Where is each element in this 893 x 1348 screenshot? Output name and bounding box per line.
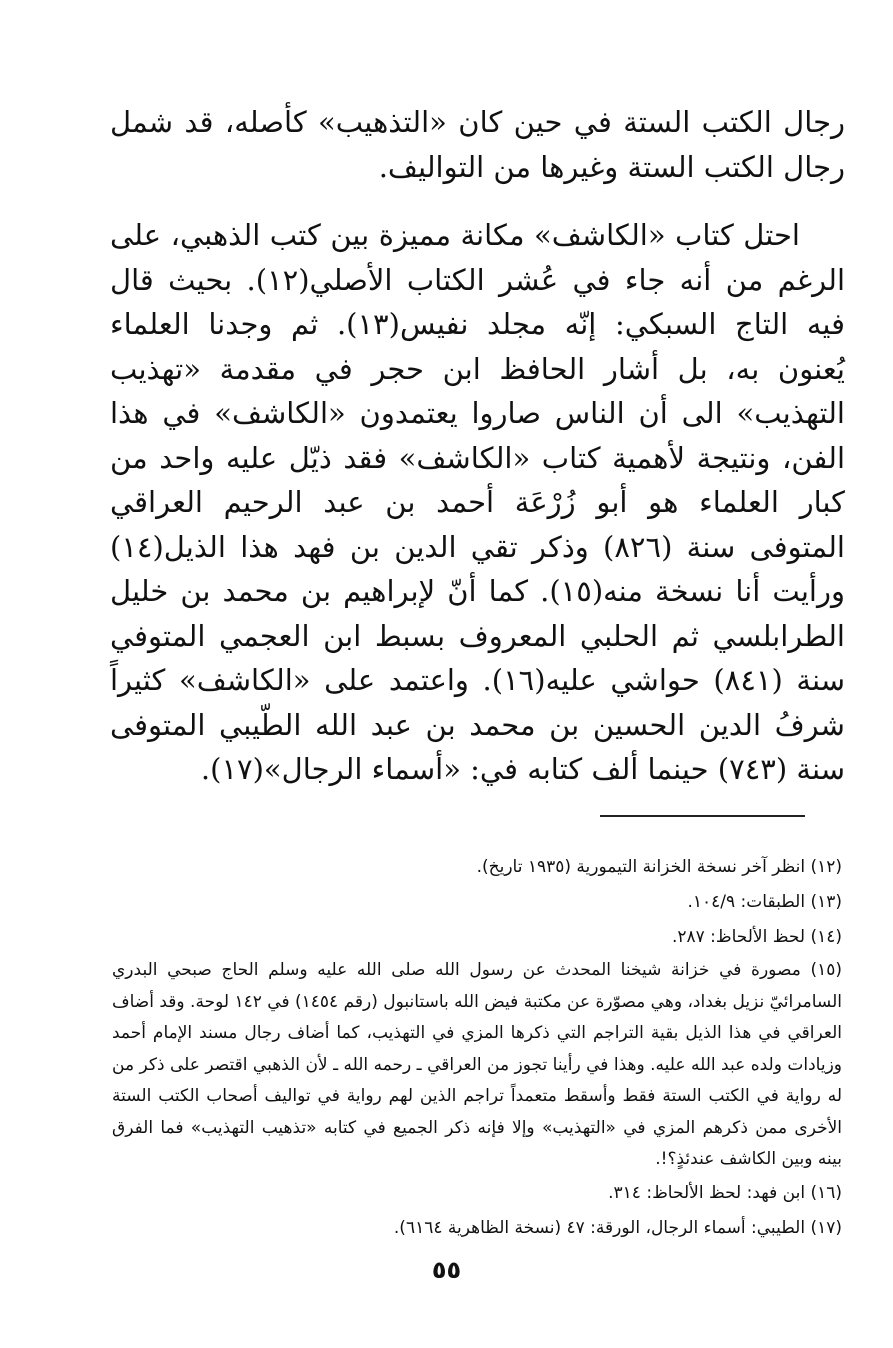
page-number: ٥٥ xyxy=(431,1256,462,1284)
footnote-12: (١٢) انظر آخر نسخة الخزانة التيمورية (١٩٣٥ تاريخ). xyxy=(476,857,842,877)
footnote-14: (١٤) لحظ الألحاظ: ٢٨٧. xyxy=(671,927,842,947)
footnote-16: (١٦) ابن فهد: لحظ الألحاظ: ٣١٤. xyxy=(608,1182,842,1203)
footnote-divider xyxy=(600,815,805,817)
footnotes xyxy=(112,850,842,1246)
paragraph-1: رجال الكتب الستة في حين كان «التذهيب» كأصله، قد شمل رجال الكتب الستة وغيرها من التواليف. xyxy=(110,105,845,184)
footnote-13: (١٣) الطبقات: ١٠٤/٩. xyxy=(687,892,842,912)
main-text xyxy=(110,100,845,792)
footnote-15: (١٥) مصورة في خزانة شيخنا المحدث عن رسول الله صلى الله عليه وسلم الحاج صبحي البدري السامرائيّ نزيل بغداد، وهي مصوّرة عن مكتبة فيض الله باستانبول (رقم ١٤٥٤) في ١٤٢ لوحة. وقد أضاف العراقي في هذا الذيل بقية التراجم التي ذكرها المزي في التهذيب، كما أضاف رجال مسند الإمام أحمد وزيادات ولده عبد الله عليه. وهذا في رأينا تجوز من العراقي ـ رحمه الله ـ لأن الذهبي اقتصر على ذكر من له رواية في الكتب الستة فقط وأسقط متعمداً تراجم الذين لهم رواية في تواليف أصحاب الكتب الستة الأخرى ممن ذكرهم المزي في «التهذيب» وإلا فإنه ذكر الجميع في كتابه «تذهيب التهذيب» فما الفرق بينه وبين الكاشف عندئذٍ؟!. xyxy=(112,960,842,1169)
paragraph-2: احتل كتاب «الكاشف» مكانة مميزة بين كتب الذهبي، على الرغم من أنه جاء في عُشر الكتاب الأصلي(١٢). بحيث قال فيه التاج السبكي: إنّه مجلد نفيس(١٣). ثم وجدنا العلماء يُعنون به، بل أشار الحافظ ابن حجر في مقدمة «تهذيب التهذيب» الى أن الناس صاروا يعتمدون «الكاشف» في هذا الفن، ونتيجة لأهمية كتاب «الكاشف» فقد ذيّل عليه واحد من كبار العلماء هو أبو زُرْعَة أحمد بن عبد الرحيم العراقي المتوفى سنة (٨٢٦) وذكر تقي الدين بن فهد هذا الذيل(١٤) ورأيت أنا نسخة منه(١٥). كما أنّ لإبراهيم بن محمد بن خليل الطرابلسي ثم الحلبي المعروف بسبط ابن العجمي المتوفي سنة (٨٤١) حواشي عليه(١٦). واعتمد على «الكاشف» كثيراً شرفُ الدين الحسين بن محمد بن عبد الله الطّيبي المتوفى سنة (٧٤٣) حينما ألف كتابه في: «أسماء الرجال»(١٧). xyxy=(110,218,846,786)
footnote-17: (١٧) الطيبي: أسماء الرجال، الورقة: ٤٧ (نسخة الظاهرية ٦١٦٤). xyxy=(393,1217,842,1238)
